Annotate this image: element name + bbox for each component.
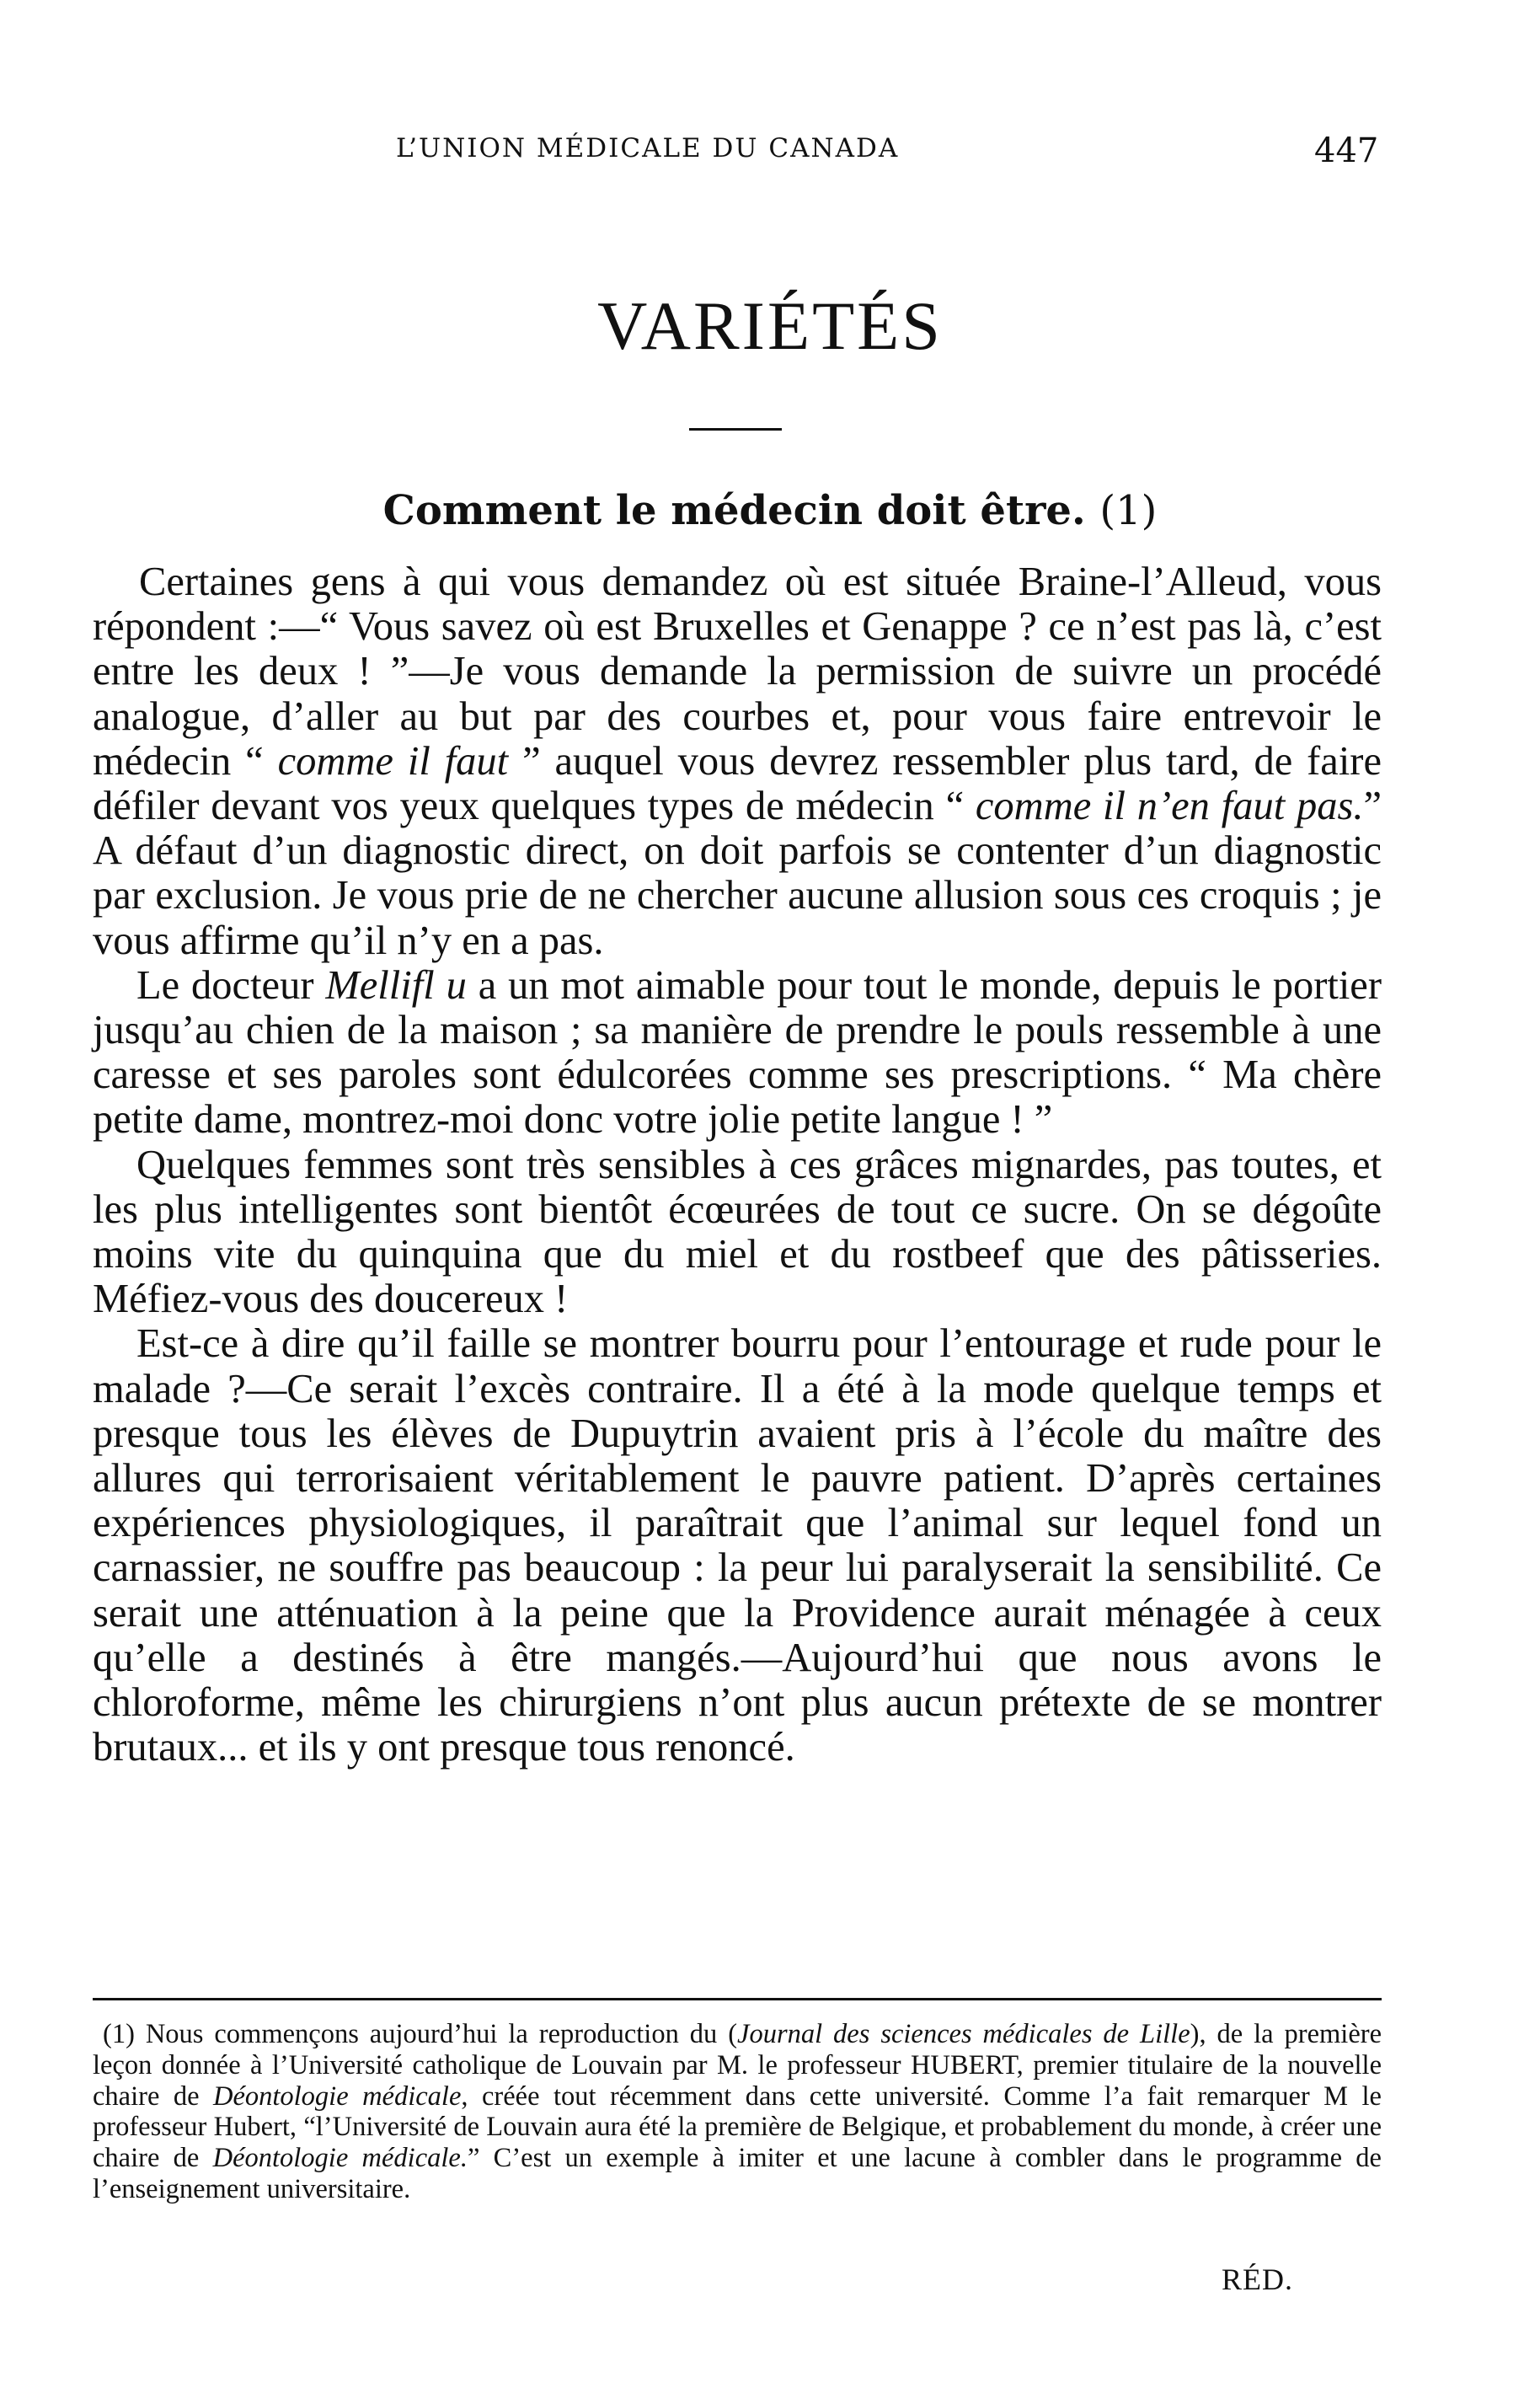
footnote-divider: [93, 1998, 1382, 2000]
paragraph-text: ” auquel vous devrez ressembler plus tard, de faire défiler devant vos yeux quelques types de médecin “: [93, 738, 1382, 829]
paragraph-text: Certaines gens à qui vous demandez où est située Braine-l’Alleud, vous répondent :—“ Vous savez où est Bruxelles et Genappe ? ce n’est pas là, c’est entre les deux ! ”—Je vous demande la permission de suivre un procédé analogue, d’aller au but par des courbes et, pour vous faire entrevoir le médecin “: [93, 560, 1382, 784]
paragraph: [93, 963, 1382, 1143]
italic-name: Mellifl u: [325, 962, 467, 1008]
running-head: L’UNION MÉDICALE DU CANADA: [396, 133, 900, 163]
paragraph-text: Le docteur: [136, 962, 326, 1008]
paragraph: [93, 1321, 1382, 1770]
section-title: VARIÉTÉS: [597, 287, 943, 364]
italic-phrase: comme il n’en faut pas.: [975, 784, 1364, 829]
article-title-text: Comment le médecin doit être.: [382, 487, 1086, 534]
footnote-text: , créée tout récemment dans cette université. Comme l’a fait remarquer M le professeur Hubert, “l’Université de Louvain aura été la première de Belgique, et probablement du monde, à créer une chaire de: [93, 2080, 1382, 2174]
italic-course-title: Déontologie médicale: [212, 2080, 462, 2112]
paragraph-text: Est-ce à dire qu’il faille se montrer bourru pour l’entourage et rude pour le malade ?—Ce serait l’excès contraire. Il a été à la mode quelque temps et presque tous les élèves de Dupuytrin avaient pris à l’école du maître des allures qui terrorisaient véritablement le pauvre patient. D’après certaines expériences physiologiques, il paraîtrait que l’animal sur lequel fond un carnassier, ne souffre pas beaucoup : la peur lui paralyserait la sensibilité. Ce serait une atténuation à la peine que la Providence aurait ménagée à ceux qu’elle a destinés à être mangés.—Aujourd’hui que nous avons le chloroforme, même les chirurgiens n’ont plus aucun prétexte de se montrer brutaux... et ils y ont presque tous renoncé.: [93, 1321, 1382, 1770]
footnote-text: ), de la première leçon donnée à l’Université catholique de Louvain par M. le professeur HUBERT, premier titulaire de la nouvelle chaire de: [93, 2019, 1382, 2112]
footnote-reference: (1): [1099, 487, 1158, 534]
italic-journal-title: Journal des sciences médicales de Lille: [737, 2019, 1190, 2049]
article-title: [0, 487, 1540, 534]
editor-signature: RÉD.: [1222, 2262, 1293, 2296]
paragraph-text: a un mot aimable pour tout le monde, depuis le portier jusqu’au chien de la maison ; sa manière de prendre le pouls ressemble à une caresse et ses paroles sont édulcorées comme ses prescriptions. “ Ma chère petite dame, montrez-moi donc votre jolie petite langue ! ”: [93, 962, 1382, 1143]
paragraph-text: ” A défaut d’un diagnostic direct, on doit parfois se contenter d’un diagnostic par exclusion. Je vous prie de ne chercher aucune allusion sous ces croquis ; je vous affirme qu’il n’y en a pas.: [93, 784, 1382, 963]
title-divider: [689, 428, 782, 431]
article-body: [93, 560, 1382, 1770]
page-number: 447: [1314, 131, 1379, 170]
paragraph-text: Quelques femmes sont très sensibles à ces grâces mignardes, pas toutes, et les plus intelligentes sont bientôt écœurées de tout ce sucre. On se dégoûte moins vite du quinquina que du miel et du rostbeef que des pâtisseries. Méfiez-vous des doucereux !: [93, 1142, 1382, 1322]
italic-phrase: comme il faut: [277, 738, 509, 784]
footnote: [93, 2019, 1382, 2205]
paragraph: [93, 1143, 1382, 1322]
footnote-text: (1) Nous commençons aujourd’hui la reproduction du (: [103, 2019, 738, 2049]
paragraph: [93, 560, 1382, 963]
italic-course-title: Déontologie médicale.: [212, 2143, 468, 2174]
footnote-text: ” C’est un exemple à imiter et une lacune à combler dans le programme de l’enseignement universitaire.: [93, 2143, 1382, 2204]
